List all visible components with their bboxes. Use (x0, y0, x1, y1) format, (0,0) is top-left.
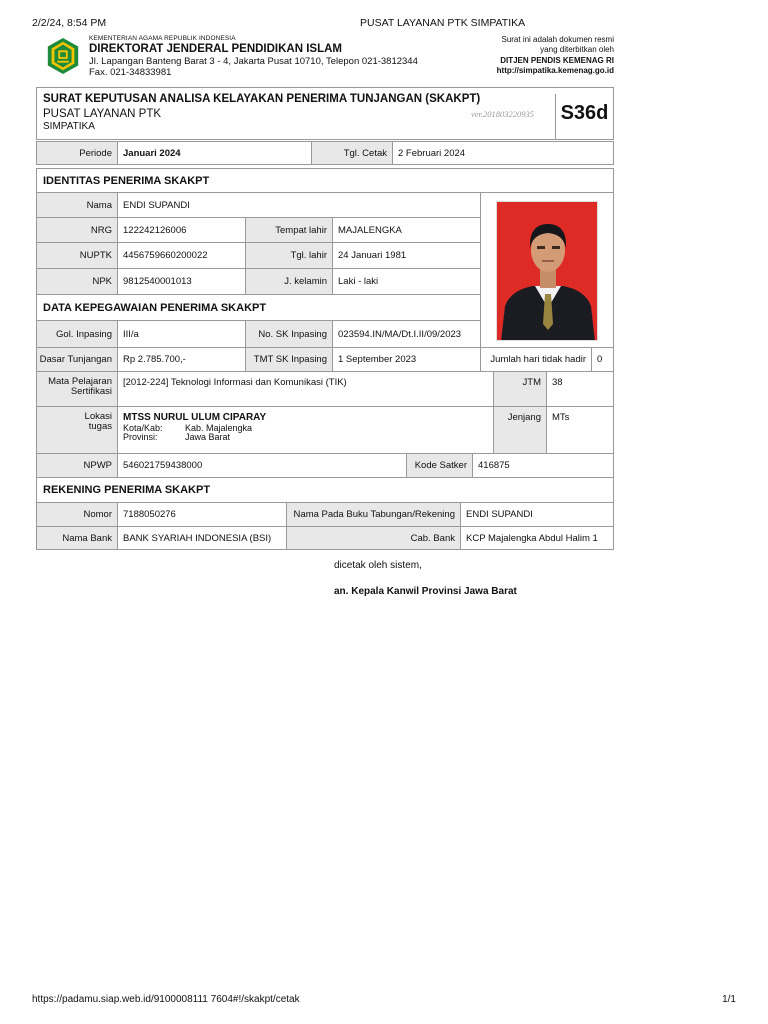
bank-name-label: Nama Bank (36, 526, 118, 550)
account-number-label: Nomor (36, 502, 118, 527)
print-date-value: 2 Februari 2024 (392, 141, 614, 165)
location-label (36, 406, 118, 454)
subject-label-line-2: Sertifikasi (70, 385, 112, 397)
absent-days-label: Jumlah hari tidak hadir (480, 347, 592, 372)
birthdate-value: 24 Januari 1981 (332, 242, 481, 269)
level-value: MTs (546, 406, 614, 454)
subject-value: [2012-224] Teknologi Informasi dan Komunikasi (TIK) (117, 371, 494, 407)
school-name: MTSS NURUL ULUM CIPARAY (123, 412, 267, 423)
issuer-name: DITJEN PENDIS KEMENAG RI (500, 55, 614, 65)
location-value (117, 406, 494, 454)
office-fax: Fax. 021-34833981 (89, 66, 172, 78)
nuptk-value: 4456759660200022 (117, 242, 246, 269)
gol-label: Gol. Inpasing (36, 320, 118, 348)
print-header (32, 17, 736, 31)
print-datetime: 2/2/24, 8:54 PM (32, 17, 107, 29)
jtm-label: JTM (493, 371, 547, 407)
document-code: S36d (555, 94, 613, 140)
location-label-line-1: Lokasi (84, 411, 112, 422)
gender-label: J. kelamin (245, 268, 333, 295)
office-address: Jl. Lapangan Banteng Barat 3 - 4, Jakarta Pusat 10710, Telepon 021-3812344 (89, 55, 418, 67)
period-label: Periode (36, 141, 118, 165)
page-url: https://padamu.siap.web.id/9100008111 7604#!/skakpt/cetak (32, 994, 300, 1005)
npk-label: NPK (36, 268, 118, 295)
bank-branch-label: Cab. Bank (286, 526, 461, 550)
satker-value: 416875 (472, 453, 614, 478)
absent-days-value: 0 (591, 347, 614, 372)
npk-value: 9812540001013 (117, 268, 246, 295)
employment-section-heading: DATA KEPEGAWAIAN PENERIMA SKAKPT (36, 294, 481, 321)
name-label: Nama (36, 192, 118, 218)
page-number: 1/1 (722, 994, 736, 1005)
sk-number-label: No. SK Inpasing (245, 320, 333, 348)
sk-number-value: 023594.IN/MA/Dt.I.II/09/2023 (332, 320, 481, 348)
nrg-value: 122242126006 (117, 217, 246, 243)
province-value: Jawa Barat (185, 432, 231, 443)
document-title-box (36, 87, 614, 140)
document-title: SURAT KEPUTUSAN ANALISA KELAYAKAN PENERIMA TUNJANGAN (SKAKPT) (43, 93, 481, 105)
birthdate-label: Tgl. lahir (245, 242, 333, 269)
base-allowance-value: Rp 2.785.700,- (117, 347, 246, 372)
period-value: Januari 2024 (117, 141, 312, 165)
note-line-1: Surat ini adalah dokumen resmi (501, 35, 614, 44)
npwp-value: 546021759438000 (117, 453, 407, 478)
portrait-image (497, 202, 598, 341)
jtm-value: 38 (546, 371, 614, 407)
recipient-photo (496, 201, 598, 341)
birthplace-label: Tempat lahir (245, 217, 333, 243)
app-name: SIMPATIKA (43, 121, 95, 132)
province-row (123, 433, 230, 442)
nrg-label: NRG (36, 217, 118, 243)
bank-branch-value: KCP Majalengka Abdul Halim 1 (460, 526, 614, 550)
bank-section-heading: REKENING PENERIMA SKAKPT (36, 477, 614, 503)
directorate-name: DIREKTORAT JENDERAL PENDIDIKAN ISLAM (89, 43, 343, 56)
official-document-note (497, 35, 614, 77)
signatory: an. Kepala Kanwil Provinsi Jawa Barat (334, 586, 517, 597)
city-value: Kab. Majalengka (185, 423, 253, 433)
tmt-value: 1 September 2023 (332, 347, 481, 372)
location-label-line-2: tugas (88, 420, 112, 432)
version-label: ver.201803220935 (471, 109, 535, 119)
subject-label (36, 371, 118, 407)
photo-frame (480, 192, 614, 350)
issuer-website: http://simpatika.kemenag.go.id (496, 66, 614, 76)
bank-name-value: BANK SYARIAH INDONESIA (BSI) (117, 526, 287, 550)
print-date-label: Tgl. Cetak (311, 141, 393, 165)
npwp-label: NPWP (36, 453, 118, 478)
document-subtitle: PUSAT LAYANAN PTK (43, 108, 162, 120)
account-number-value: 7188050276 (117, 502, 287, 527)
tmt-label: TMT SK Inpasing (245, 347, 333, 372)
print-page-title: PUSAT LAYANAN PTK SIMPATIKA (360, 17, 526, 29)
letterhead (36, 35, 614, 81)
ministry-name: KEMENTERIAN AGAMA REPUBLIK INDONESIA (89, 35, 236, 42)
level-label: Jenjang (493, 406, 547, 454)
printed-by-system: dicetak oleh sistem, (334, 560, 422, 571)
city-label: Kota/Kab: (123, 423, 163, 433)
letterhead-text (89, 35, 418, 79)
province-label: Provinsi: (123, 432, 158, 443)
gender-value: Laki - laki (332, 268, 481, 295)
note-line-2: yang diterbitkan oleh (540, 45, 614, 55)
identity-section-heading: IDENTITAS PENERIMA SKAKPT (36, 168, 614, 193)
birthplace-value: MAJALENGKA (332, 217, 481, 243)
account-holder-label: Nama Pada Buku Tabungan/Rekening (286, 502, 461, 527)
base-allowance-label: Dasar Tunjangan (36, 347, 118, 372)
nuptk-label: NUPTK (36, 242, 118, 269)
satker-label: Kode Satker (406, 453, 473, 478)
name-value: ENDI SUPANDI (117, 192, 481, 218)
subject-label-line-1: Mata Pelajaran (48, 376, 112, 387)
kemenag-emblem-icon (44, 37, 82, 75)
gol-value: III/a (117, 320, 246, 348)
account-holder-value: ENDI SUPANDI (460, 502, 614, 527)
